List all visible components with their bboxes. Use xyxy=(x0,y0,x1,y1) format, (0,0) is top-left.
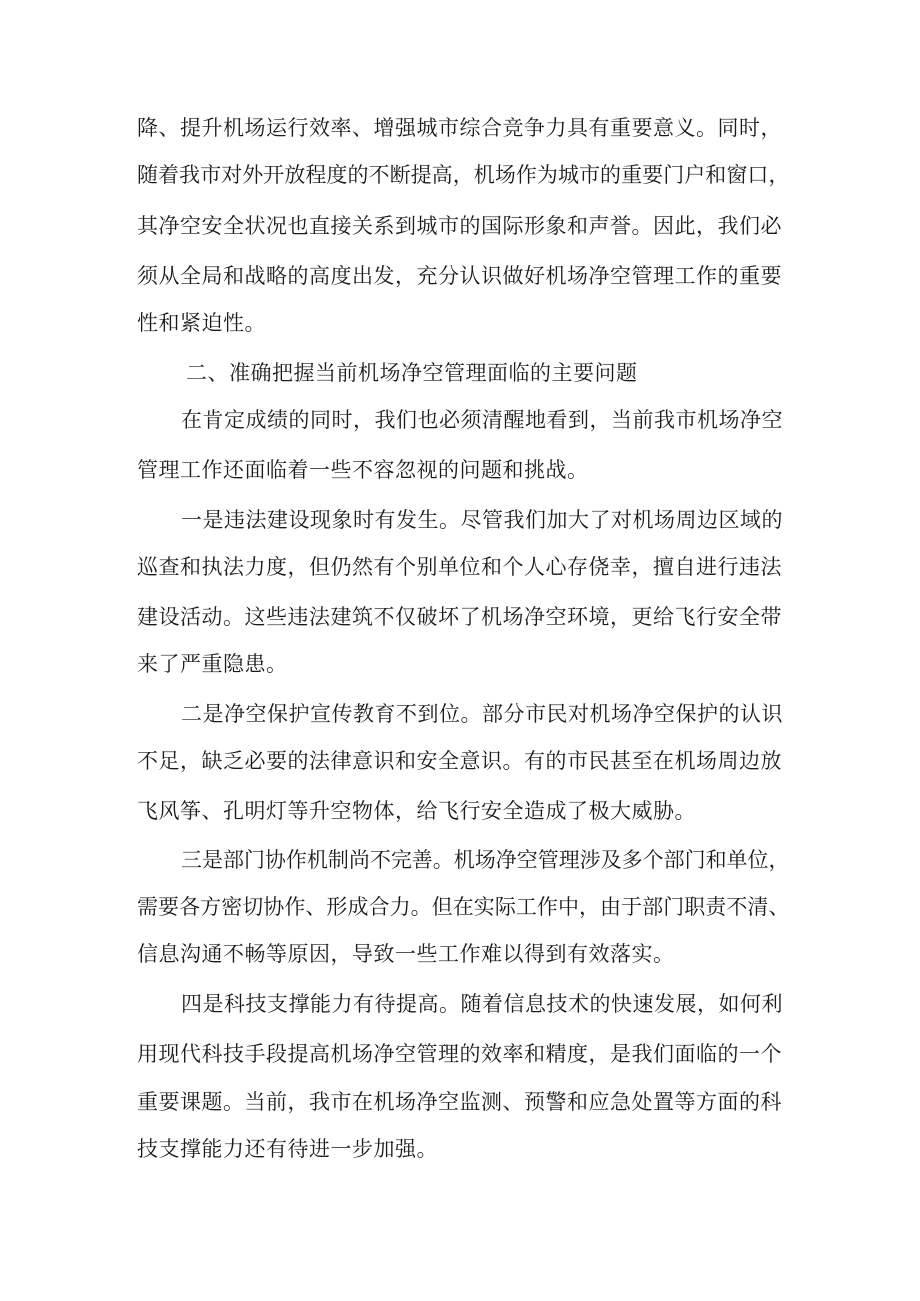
text-line: 二是净空保护宣传教育不到位。部分市民对机场净空保护的认识 xyxy=(181,702,783,726)
text-line: 其净空安全状况也直接关系到城市的国际形象和声誉。因此，我们必 xyxy=(137,214,782,238)
text-line: 信息沟通不畅等原因，导致一些工作难以得到有效落实。 xyxy=(137,942,675,966)
text-line: 四是科技支撑能力有待提高。随着信息技术的快速发展，如何利 xyxy=(181,992,783,1016)
text-line: 管理工作还面临着一些不容忽视的问题和挑战。 xyxy=(137,458,589,482)
text-line: 需要各方密切协作、形成合力。但在实际工作中，由于部门职责不清、 xyxy=(137,895,790,919)
text-line: 来了严重隐患。 xyxy=(137,652,288,676)
text-line: 一是违法建设现象时有发生。尽管我们加大了对机场周边区域的 xyxy=(181,508,783,532)
text-line: 不足，缺乏必要的法律意识和安全意识。有的市民甚至在机场周边放 xyxy=(137,749,782,773)
text-line: 性和紧迫性。 xyxy=(137,311,266,335)
text-line: 降、提升机场运行效率、增强城市综合竞争力具有重要意义。同时， xyxy=(137,116,782,140)
text-line: 须从全局和战略的高度出发，充分认识做好机场净空管理工作的重要 xyxy=(137,264,782,288)
text-line: 建设活动。这些违法建筑不仅破坏了机场净空环境，更给飞行安全带 xyxy=(137,605,782,629)
text-line: 用现代科技手段提高机场净空管理的效率和精度，是我们面临的一个 xyxy=(137,1042,782,1066)
text-line: 技支撑能力还有待进一步加强。 xyxy=(137,1137,438,1161)
text-line: 随着我市对外开放程度的不断提高，机场作为城市的重要门户和窗口， xyxy=(137,163,790,187)
section-heading: 二、准确把握当前机场净空管理面临的主要问题 xyxy=(186,361,638,385)
text-line: 飞风筝、孔明灯等升空物体，给飞行安全造成了极大威胁。 xyxy=(137,799,696,823)
text-line: 重要课题。当前，我市在机场净空监测、预警和应急处置等方面的科 xyxy=(137,1090,782,1114)
text-line: 巡查和执法力度，但仍然有个别单位和个人心存侥幸，擅自进行违法 xyxy=(137,555,782,579)
text-line: 在肯定成绩的同时，我们也必须清醒地看到，当前我市机场净空 xyxy=(181,408,783,432)
text-line: 三是部门协作机制尚不完善。机场净空管理涉及多个部门和单位， xyxy=(181,848,790,872)
